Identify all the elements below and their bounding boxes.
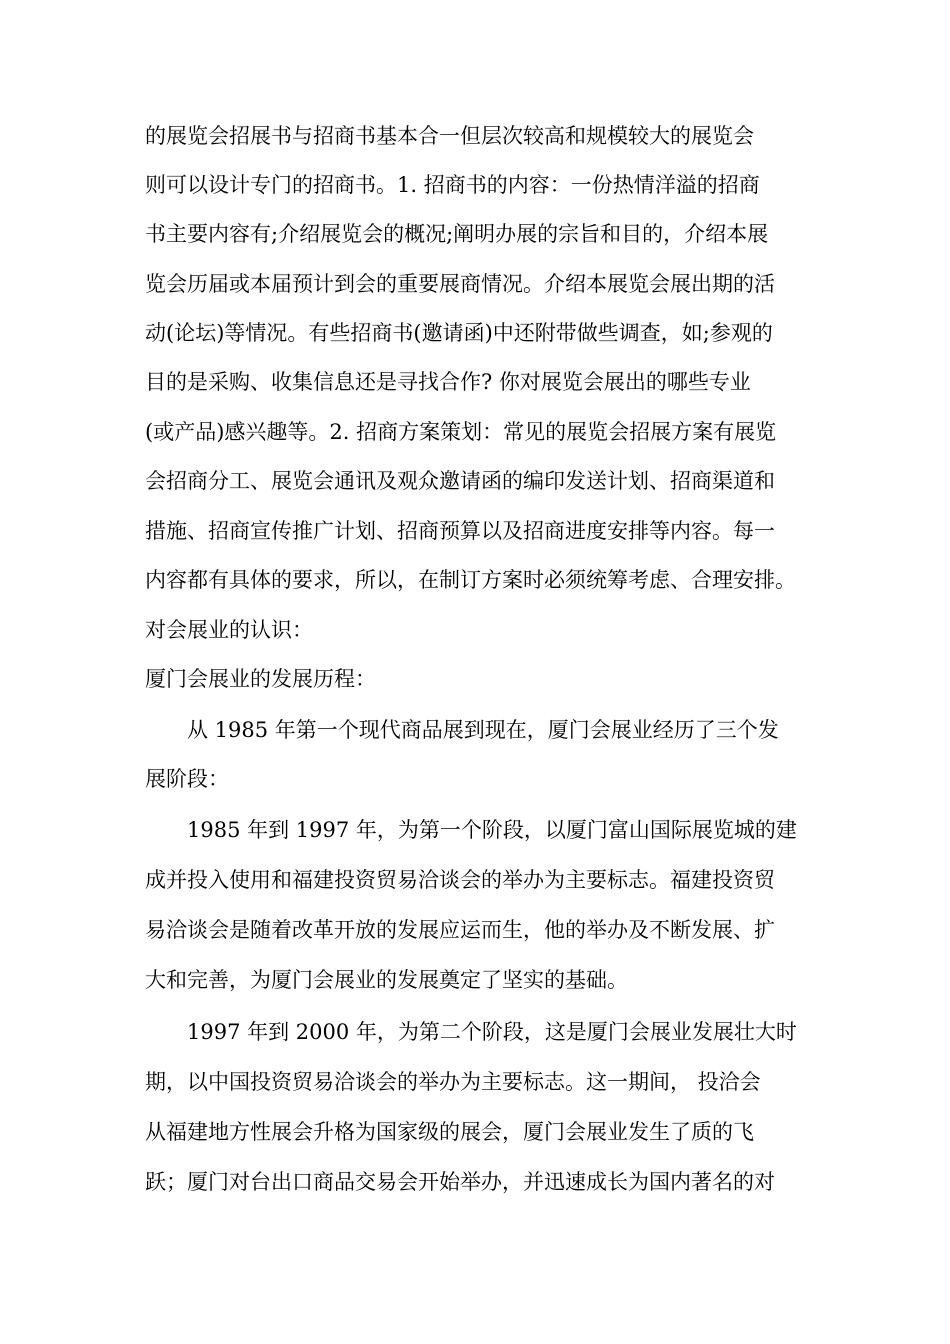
text-line: 期，以中国投资贸易洽谈会的举办为主要标志。这一期间， 投洽会 <box>145 1070 761 1094</box>
text-line: 的展览会招展书与招商书基本合一但层次较高和规模较大的展览会 <box>145 124 754 148</box>
text-line: (或产品)感兴趣等。2. 招商方案策划：常见的展览会招展方案有展览 <box>145 420 777 444</box>
text-line: 成并投入使用和福建投资贸易洽谈会的举办为主要标志。福建投资贸 <box>145 868 775 892</box>
text-line: 书主要内容有;介绍展览会的概况;阐明办展的宗旨和目的，介绍本展 <box>145 222 769 246</box>
text-line: 易洽谈会是随着改革开放的发展应运而生，他的举办及不断发展、扩 <box>145 918 775 942</box>
text-line: 措施、招商宣传推广计划、招商预算以及招商进度安排等内容。每一 <box>145 519 775 543</box>
text-line: 展阶段： <box>145 767 229 791</box>
paragraph-first-line: 1997 年到 2000 年，为第二个阶段，这是厦门会展业发展壮大时 <box>187 1020 797 1044</box>
text-line: 目的是采购、收集信息还是寻找合作? 你对展览会展出的哪些专业 <box>145 370 751 394</box>
paragraph-first-line: 从 1985 年第一个现代商品展到现在，厦门会展业经历了三个发 <box>187 718 779 742</box>
text-line: 从福建地方性展会升格为国家级的展会，厦门会展业发生了质的飞 <box>145 1120 754 1144</box>
text-line: 动(论坛)等情况。有些招商书(邀请函)中还附带做些调查，如;参观的 <box>145 321 773 345</box>
text-line: 内容都有具体的要求，所以，在制订方案时必须统筹考虑、合理安排。 <box>145 568 796 592</box>
section-heading: 厦门会展业的发展历程： <box>145 667 376 691</box>
text-line: 览会历届或本届预计到会的重要展商情况。介绍本展览会展出期的活 <box>145 272 775 296</box>
text-line: 会招商分工、展览会通讯及观众邀请函的编印发送计划、招商渠道和 <box>145 469 775 493</box>
section-heading: 对会展业的认识： <box>145 618 313 642</box>
paragraph-first-line: 1985 年到 1997 年，为第一个阶段，以厦门富山国际展览城的建 <box>187 818 797 842</box>
text-line: 跃；厦门对台出口商品交易会开始举办，并迅速成长为国内著名的对 <box>145 1170 775 1194</box>
text-line: 则可以设计专门的招商书。1. 招商书的内容：一份热情洋溢的招商 <box>145 173 760 197</box>
text-line: 大和完善，为厦门会展业的发展奠定了坚实的基础。 <box>145 968 628 992</box>
